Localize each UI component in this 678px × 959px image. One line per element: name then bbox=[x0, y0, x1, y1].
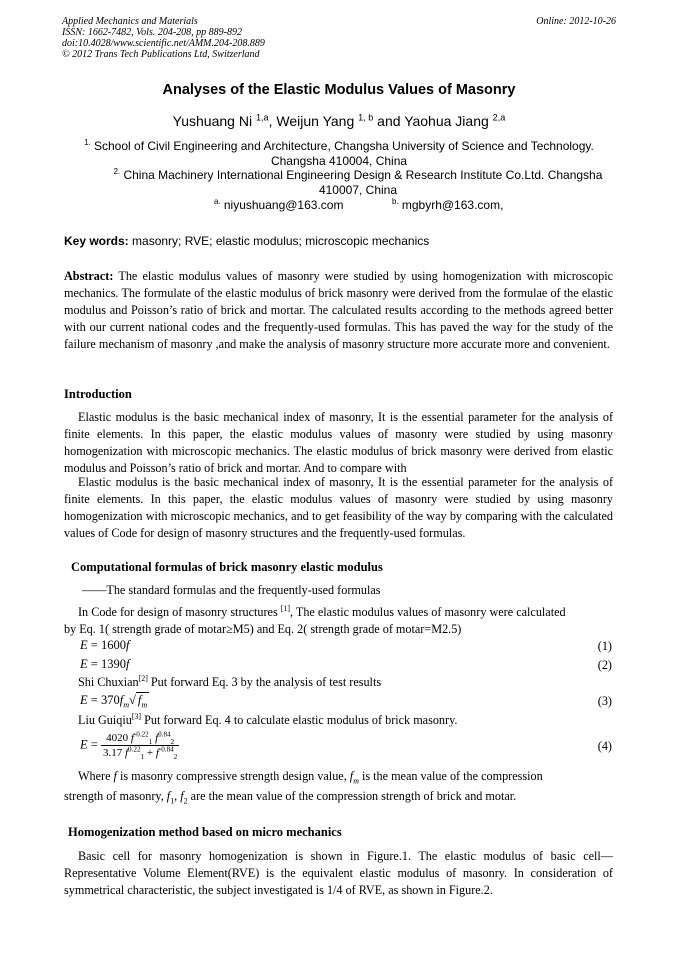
eq-exponent: 0.22 bbox=[128, 745, 141, 754]
text-run: is masonry compressive strength design value, bbox=[116, 769, 350, 783]
copyright-line: © 2012 Trans Tech Publications Ltd, Switzerland bbox=[62, 49, 260, 60]
equation-4 bbox=[80, 730, 179, 762]
affiliation-2 bbox=[100, 168, 616, 198]
text-run: Shi Chuxian bbox=[78, 675, 139, 689]
eq-coefficient: 3.17 bbox=[102, 747, 123, 759]
equation-2 bbox=[80, 657, 129, 672]
author-list bbox=[62, 113, 616, 129]
citation: [2] bbox=[138, 673, 148, 683]
eq-exponent: 0.84 bbox=[158, 730, 171, 739]
issn-line: ISSN: 1662-7482, Vols. 204-208, pp 889-892 bbox=[62, 27, 242, 38]
affiliation-text: 410007, China bbox=[318, 183, 398, 197]
abstract-label: Abstract: bbox=[64, 269, 114, 283]
affiliation-number: 1. bbox=[84, 138, 91, 147]
section-heading-formulas: Computational formulas of brick masonry elastic modulus bbox=[71, 560, 383, 574]
abstract-text: The elastic modulus values of masonry were studied by using homogenization with microscopic mechanics. The formulate of the elastic modulus of brick masonry were derived from the formulae of the elastic modulus and Poisson’s ratio of brick and mortar. The calculated results according to the methods agreed better with our current national codes and the frequently-used formulas. This has paved the way for the study of the failure mechanism of masonry ,and make the analysis of masonry structure more accurate more and convenient. bbox=[64, 269, 613, 352]
eq-symbol: E bbox=[80, 657, 88, 671]
eq-symbol: f bbox=[155, 732, 159, 744]
equation-3 bbox=[80, 693, 149, 708]
eq-subscript: m bbox=[123, 700, 130, 710]
equation-number: (3) bbox=[597, 694, 612, 708]
code-paragraph-line-2: by Eq. 1( strength grade of motar≥M5) and Eq. 2( strength grade of motar=M2.5) bbox=[64, 622, 462, 636]
equation-number: (1) bbox=[597, 639, 612, 653]
text-run: are the mean value of the compression strength of brick and motar. bbox=[187, 789, 517, 803]
liu-line bbox=[78, 713, 457, 728]
affiliation-1 bbox=[62, 139, 616, 169]
citation: [1] bbox=[280, 603, 290, 613]
citation: [3] bbox=[131, 711, 142, 721]
eq-subscript: 2 bbox=[183, 796, 188, 806]
eq-symbol: f bbox=[137, 693, 142, 707]
code-paragraph-line-1 bbox=[78, 605, 566, 620]
eq-exponent: -0.22 bbox=[133, 730, 149, 739]
email-mark: a. bbox=[214, 197, 221, 206]
where-line-2 bbox=[64, 789, 516, 804]
eq-symbol: f bbox=[124, 747, 129, 759]
email-b[interactable]: mgbyrh@163.com, bbox=[401, 198, 504, 212]
equation-number: (4) bbox=[597, 739, 612, 753]
eq-symbol: f bbox=[125, 638, 130, 652]
eq-operator: + bbox=[146, 747, 154, 759]
equation-number: (2) bbox=[597, 658, 612, 672]
author-separator: , bbox=[268, 113, 277, 129]
where-line-1 bbox=[78, 769, 543, 784]
eq-symbol: f bbox=[130, 732, 134, 744]
author-affiliation-mark: 2,a bbox=[492, 112, 506, 123]
affiliation-number: 2. bbox=[113, 167, 121, 176]
author-name: Yushuang Ni bbox=[172, 113, 253, 129]
shi-line bbox=[78, 675, 381, 690]
text-run: Where bbox=[78, 769, 114, 783]
author-affiliation-mark: 1,a bbox=[255, 112, 269, 123]
affiliation-text: School of Civil Engineering and Architecture, Changsha University of Science and Technology. bbox=[94, 139, 594, 153]
eq-symbol: E bbox=[80, 737, 88, 752]
eq-rhs: = 1390 bbox=[90, 657, 126, 671]
eq-subscript: m bbox=[141, 700, 148, 710]
email-a[interactable]: niyushuang@163.com bbox=[223, 198, 344, 212]
text-run: strength of masonry, bbox=[64, 789, 167, 803]
author-separator: and bbox=[373, 113, 405, 129]
eq-symbol: f bbox=[166, 789, 171, 803]
abstract-paragraph bbox=[64, 268, 613, 353]
keywords-label: Key words: bbox=[64, 234, 129, 248]
doi-line: doi:10.4028/www.scientific.net/AMM.204-208.889 bbox=[62, 38, 265, 49]
section-subheading: ——The standard formulas and the frequently-used formulas bbox=[82, 583, 381, 597]
online-date: Online: 2012-10-26 bbox=[536, 16, 616, 27]
affiliation-text: China Machinery International Engineering Design & Research Institute Co.Ltd. Changsha bbox=[123, 168, 603, 182]
eq-symbol: f bbox=[119, 693, 124, 707]
text-run: Liu Guiqiu bbox=[78, 713, 132, 727]
equation-1 bbox=[80, 638, 129, 653]
eq-subscript: 1 bbox=[140, 753, 145, 762]
eq-exponent: -0.84 bbox=[158, 745, 174, 754]
eq-rhs: = 1600 bbox=[90, 638, 126, 652]
journal-name: Applied Mechanics and Materials bbox=[62, 16, 198, 27]
eq-subscript: 1 bbox=[170, 796, 175, 806]
eq-subscript: 2 bbox=[173, 753, 178, 762]
eq-rhs: = 370 bbox=[90, 693, 120, 707]
eq-symbol: f bbox=[180, 789, 184, 803]
eq-denominator bbox=[101, 745, 179, 762]
eq-equals: = bbox=[90, 737, 98, 752]
paper-title: Analyses of the Elastic Modulus Values of Masonry bbox=[162, 82, 516, 98]
affiliation-text: Changsha 410004, China bbox=[270, 154, 408, 168]
section-heading-homogenization: Homogenization method based on micro mechanics bbox=[68, 825, 342, 839]
author-affiliation-mark: 1, b bbox=[358, 112, 374, 123]
eq-fraction bbox=[101, 730, 179, 762]
section-heading-introduction: Introduction bbox=[64, 387, 132, 401]
eq-subscript: m bbox=[353, 776, 359, 786]
running-header bbox=[62, 16, 616, 60]
text-run: is the mean value of the compression bbox=[358, 769, 543, 783]
keywords-line bbox=[64, 234, 429, 248]
intro-paragraph-1: Elastic modulus is the basic mechanical index of masonry, It is the essential parameter for the analysis of finite elements. In this paper, the elastic modulus values of masonry were studied by using masonry homogenization with microscopic mechanics. The elastic modulus of brick masonry were derived from elastic modulus and Poisson’s ratio of brick and mortar. And to compare with bbox=[64, 410, 613, 476]
homogenization-paragraph: Basic cell for masonry homogenization is shown in Figure.1. The elastic modulus of basic cell— Representative Volume Element(RVE) is the equivalent elastic modulus of masonry. In consideration of symmetrical characteristic, the subject investigated is 1/4 of RVE, as shown in Figure.2. bbox=[64, 849, 613, 898]
eq-subscript: 2 bbox=[170, 738, 175, 747]
eq-symbol: f bbox=[349, 769, 354, 783]
eq-symbol: f bbox=[155, 747, 159, 759]
eq-symbol: f bbox=[113, 769, 117, 783]
email-mark: b. bbox=[392, 197, 399, 206]
author-name: Weijun Yang bbox=[276, 113, 355, 129]
eq-numerator bbox=[101, 732, 179, 746]
text-run: In Code for design of masonry structures bbox=[78, 605, 281, 619]
eq-symbol: E bbox=[80, 638, 88, 652]
author-name: Yaohua Jiang bbox=[404, 113, 489, 129]
keywords-text: masonry; RVE; elastic modulus; microscopic mechanics bbox=[132, 234, 430, 248]
sqrt-sign: √ bbox=[129, 693, 136, 707]
text-run: Put forward Eq. 4 to calculate elastic modulus of brick masonry. bbox=[141, 713, 458, 727]
eq-coefficient: 4020 bbox=[106, 732, 129, 744]
eq-subscript: 1 bbox=[148, 738, 153, 747]
text-run: Put forward Eq. 3 by the analysis of test results bbox=[147, 675, 382, 689]
intro-paragraph-2: Elastic modulus is the basic mechanical index of masonry, It is the essential parameter for the analysis of finite elements. In this paper, the elastic modulus values of masonry were studied by using masonry homogenization with microscopic mechanics, and to get feasibility of the way by comparing with the calculated values of Code for design of masonry structures and the frequently-used formulas. bbox=[64, 475, 613, 541]
text-run: , bbox=[174, 789, 181, 803]
eq-symbol: f bbox=[125, 657, 130, 671]
eq-symbol: E bbox=[80, 693, 88, 707]
text-run: , The elastic modulus values of masonry were calculated bbox=[290, 605, 566, 619]
